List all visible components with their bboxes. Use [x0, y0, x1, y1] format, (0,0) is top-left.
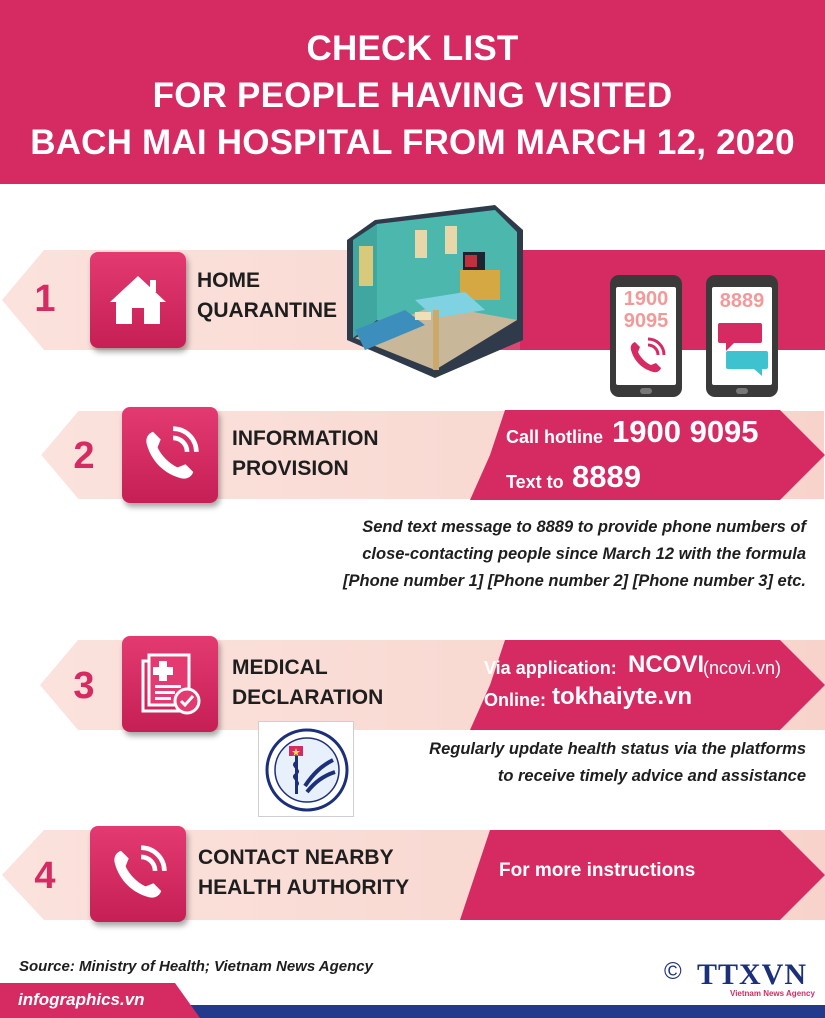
- title-line-3: BACH MAI HOSPITAL FROM MARCH 12, 2020: [30, 123, 795, 162]
- footer-blue-band: [180, 1005, 825, 1018]
- app-domain: (ncovi.vn): [703, 658, 782, 678]
- step-2-label-line-2: PROVISION: [232, 457, 349, 480]
- step-4-label-line-1: CONTACT NEARBY: [198, 846, 394, 869]
- phone-hotline-illustration: [610, 275, 682, 397]
- house-icon: [106, 268, 170, 332]
- brand-subtitle: Vietnam News Agency: [730, 989, 815, 998]
- contact-text: For more instructions: [499, 860, 696, 881]
- quarantine-room-illustration: [345, 200, 525, 380]
- ministry-logo: [258, 721, 354, 817]
- phone-call-icon: [107, 843, 169, 905]
- phone-1-number-line-2: 9095: [623, 310, 669, 332]
- online-prefix: Online:: [484, 690, 546, 710]
- phone-call-icon: [626, 337, 666, 377]
- brand-logo-text: TTXVN: [697, 958, 808, 991]
- step-number-1: 1: [34, 278, 56, 320]
- info-note-line-1: Send text message to 8889 to provide phone numbers of: [362, 518, 806, 536]
- phone-2-number: 8889: [719, 290, 765, 312]
- step-number-3: 3: [73, 665, 95, 707]
- hotline-number: 1900 9095: [612, 414, 759, 449]
- info-note-line-3: [Phone number 1] [Phone number 2] [Phone number 3] etc.: [343, 572, 806, 590]
- header-banner: [0, 0, 825, 184]
- app-name: NCOVI: [628, 651, 705, 678]
- step-3-label-line-1: MEDICAL: [232, 656, 328, 679]
- call-hotline-prefix: Call hotline: [506, 427, 604, 447]
- step-1-icon-tile: [90, 252, 186, 348]
- message-bubbles-icon: [716, 321, 770, 377]
- via-application-prefix: Via application:: [484, 658, 617, 678]
- copyright-symbol: ©: [664, 958, 682, 985]
- text-to-number: 8889: [572, 459, 641, 494]
- title-line-2: FOR PEOPLE HAVING VISITED: [152, 76, 673, 115]
- step-3-label-line-2: DECLARATION: [232, 686, 384, 709]
- text-to-prefix: Text to: [506, 472, 564, 492]
- phone-1-number-line-1: 1900: [623, 288, 669, 310]
- medical-note-line-2: to receive timely advice and assistance: [497, 767, 806, 785]
- step-3-icon-tile: [122, 636, 218, 732]
- step-1-label-line-1: HOME: [197, 269, 260, 292]
- phone-call-icon: [139, 424, 201, 486]
- step-2-icon-tile: [122, 407, 218, 503]
- step-number-4: 4: [34, 855, 56, 897]
- step-2-label-line-1: INFORMATION: [232, 427, 379, 450]
- online-site: tokhaiyte.vn: [552, 683, 693, 710]
- medical-form-icon: [135, 649, 205, 719]
- info-note-line-2: close-contacting people since March 12 with the formula: [362, 545, 806, 563]
- step-4-icon-tile: [90, 826, 186, 922]
- site-link[interactable]: infographics.vn: [18, 990, 145, 1009]
- step-number-2: 2: [73, 435, 95, 477]
- medical-note-line-1: Regularly update health status via the platforms: [429, 740, 806, 758]
- step-1-label-line-2: QUARANTINE: [197, 299, 337, 322]
- title-line-1: CHECK LIST: [306, 29, 519, 68]
- step-4-label-line-2: HEALTH AUTHORITY: [198, 876, 410, 899]
- source-credit: Source: Ministry of Health; Vietnam News Agency: [19, 958, 373, 975]
- phone-sms-illustration: [706, 275, 778, 397]
